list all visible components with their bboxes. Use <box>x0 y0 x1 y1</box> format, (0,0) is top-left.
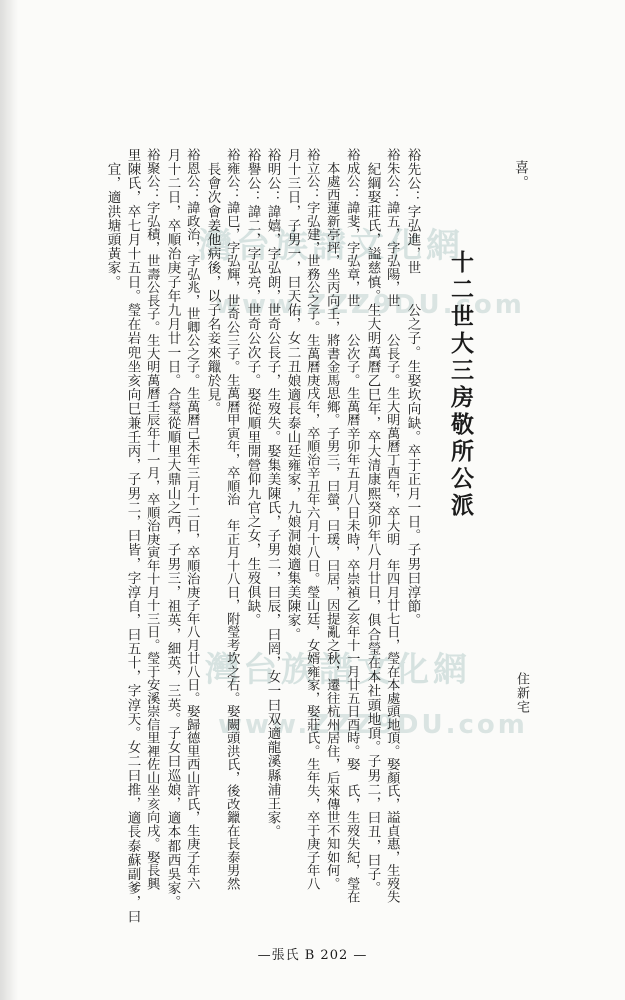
text-column: 里陳氏，卒七月十五日。瑩在岩兜坐亥向巳兼壬丙，子男二，曰皆，字淳自，曰五十，字淳天。女二曰推，適長泰蘇副爹，曰 <box>124 148 141 924</box>
text-column: 裕恩公：諱政治，字弘兆，世卿公之子。生萬曆己未年三月十二日，卒順治庚子年八月廿八日。娶歸德里西山許氏，生庚子年六 <box>184 148 200 890</box>
text-column: 長會次會姜他病後，以子名妾來鑞於見。 <box>204 148 221 416</box>
text-column: 裕聚公：字弘積，世壽公長子。生大明萬曆壬辰年十一月，卒順治庚寅年十月十三日。瑩于安溪崇信里裡佐山坐亥向戌。娶長興 <box>144 148 160 890</box>
text-column: 裕朱公：諱五，字弘陽，世 公長子。生大明萬曆丁酉年，卒大明 年四月廿七日，瑩在本處頭地頂。娶顏氏，謚貞惠，生歿失 <box>384 148 400 904</box>
prev-page-tail: 喜。 <box>513 160 529 190</box>
watermark-url-bottom: www.ZZZ9DU.com <box>218 710 528 740</box>
page-number-footer: —張氏 B 202 — <box>257 948 368 963</box>
residence-note: 住新宅 <box>514 672 529 714</box>
page-title: 十二世大三房敬所公派 <box>447 250 474 520</box>
watermark-url-top: www.ZZZ9DU.com <box>215 290 525 320</box>
text-column: 裕明公：諱嬉，字弘朗，世奇公長子，生歿失。娶集美陳氏，子男二，曰辰，曰罔，女一曰双適龍溪縣浦王家。 <box>264 148 281 839</box>
text-column: 裕雍公：諱巳，字弘輝，世奇公三子。生萬曆甲寅年，卒順治 年正月十八日，附瑩考坎之右。娶闕頭洪氏，後改鑞在長泰男然 <box>224 148 240 890</box>
text-column: 裕成公：諱斐，字弘章，世 公次子。生萬曆辛卯年五月八日未時，卒崇禎乙亥年十一月廿五日酉時。娶 氏，生歿失紀，瑩在 <box>344 148 360 904</box>
watermark-text-top: 灣台族譜文化網 <box>198 226 464 266</box>
text-column: 宜，適洪塘頭黃家。 <box>104 148 121 289</box>
text-column: 本處西蓮新亭坪，坐丙向壬，將書金馬思鄉。子男三，曰螢，曰瑗，曰居，因提亂之秋，遷往杭州居住，后來傳世不知如何。 <box>324 148 340 890</box>
text-column: 月十三日，子男一，曰天佑，女二丑娘適長泰山廷雍家，九娘洞娘適集美陳家。 <box>284 148 301 642</box>
watermark-text-bottom: 灣台族譜文化網 <box>205 650 471 690</box>
text-column: 月十二日，卒順治庚子年九月廿一日。合瑩從順里大鼎山之西，子男三，祖英，細英，三英。子女曰巡娘，適本都西吳家。 <box>164 148 181 910</box>
text-column: 紀綱娶莊氏，謚慈慎。生大明萬曆乙巳年，卒大清康熙癸卯年八月廿日，俱合瑩在本社頭地頂。子男二，曰丑，曰子。 <box>364 148 381 896</box>
text-column: 裕譽公：諱二，字弘亮，世奇公次子。娶從順里開營仰九官之女，生歿俱缺。 <box>244 148 261 628</box>
text-column: 裕立公：字弘建，世務公之子。生萬曆庚戌年，卒順治辛丑年六月十八日。瑩山廷，女婿雍家，娶莊氏。生年失，卒于庚子年八 <box>304 148 320 890</box>
text-column: 裕先公：字弘進，世 公之子。生娶坎向缺。卒于正月一日。子男曰淳節。 <box>404 148 421 628</box>
binding-shadow <box>0 0 18 1000</box>
